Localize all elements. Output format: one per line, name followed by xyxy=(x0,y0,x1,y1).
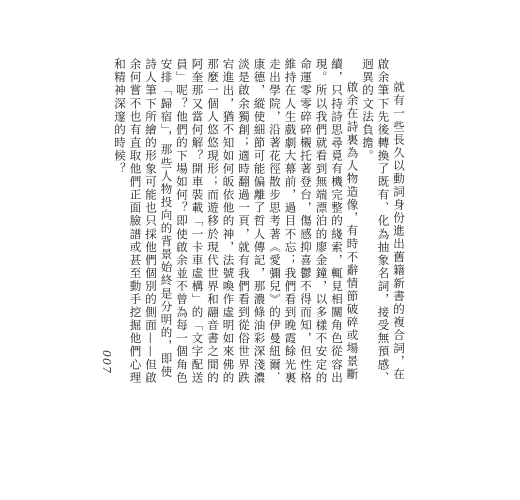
paragraph-1: 就有一些長久以動詞身份進出舊籍新書的複合詞，在啟余筆下先後轉換了既有、化為抽象名詞，接受無預感、迥異的文法負擔。 xyxy=(361,58,406,385)
page-number: 007 xyxy=(100,350,113,374)
vertical-text-body xyxy=(113,58,406,390)
paragraph-2: 啟余在詩裏為人物造像，有時不辭情節破碎或場景斷續，只持詩思尋覓有機完整的綫索，輒見相關角色從容出現。所以我們就看到無端漂泊的廖金鐘，以多樣不安定的命運零零碎碎櫬托著登台，傷感抑喜鬱不得而知，但性格維持在人生戲劇大幕前，過目不忘；我們看到晚霞餘光裏走出學院，沿著花徑散步思考著《愛彌兒》的伊曼紐爾．康德，縱使細節可能偏離了哲人傳記，那濃條油彩深淺濃淡是啟余獨創；適時翻過一頁，就有我們看到從俗世界跌宕進出，猶不知如何皈依他的神，法號喚作虛明如來佛的那麼一個人悠悠現形；而遊移於現代世界和翮音書之間的阿奎那又當何解？開車裝載「一卡車虛構」的「文字配送員」呢？他們的下場如何？即使啟余並不曾為每一個角色安排「歸宿」，那些人物投向的背景始終是分明的，即使詩人筆下所繪的形象可能也只採他們個別的側面——但啟余何嘗不也有直取他們正面臉譜或甚至動手挖掘他們心理和精神深邃的時候？ xyxy=(113,58,360,385)
